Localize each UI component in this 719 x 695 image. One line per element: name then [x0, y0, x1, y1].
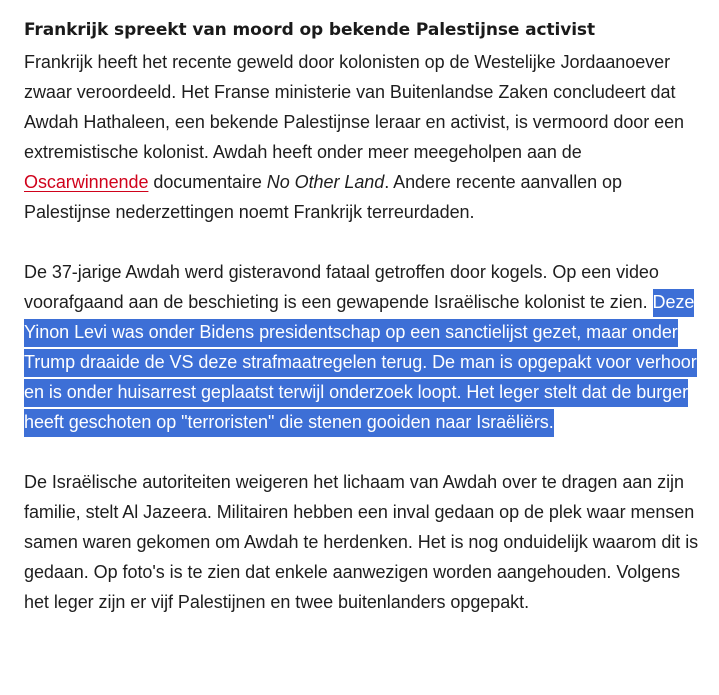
documentary-title: No Other Land: [266, 172, 385, 192]
article-headline: Frankrijk spreekt van moord op bekende Palestijnse activist: [24, 20, 595, 40]
paragraph-2: [24, 257, 704, 437]
article-body: [24, 16, 704, 617]
paragraph-2-text: De 37-jarige Awdah werd gisteravond fataal getroffen door kogels. Op een video voorafgaand aan de beschieting is een gewapende Israëlische kolonist te zien.: [24, 262, 659, 312]
paragraph-3: De Israëlische autoriteiten weigeren het lichaam van Awdah over te dragen aan zijn familie, stelt Al Jazeera. Militairen hebben een inval gedaan op de plek waar mensen samen waren gekomen om Awdah te herdenken. Het is nog onduidelijk waarom dit is gedaan. Op foto's is te zien dat enkele aanwezigen worden aangehouden. Volgens het leger zijn er vijf Palestijnen en twee buitenlanders opgepakt.: [24, 472, 699, 612]
paragraph-1-text-start: Frankrijk heeft het recente geweld door kolonisten op de Westelijke Jordaanoever zwaar veroordeeld. Het Franse ministerie van Buitenlandse Zaken concludeert dat Awdah Hathaleen, een bekende Palestijnse leraar en activist, is vermoord door een extremistische kolonist. Awdah heeft onder meer meegeholpen aan de: [24, 52, 685, 162]
selected-text[interactable]: Deze Yinon Levi was onder Bidens presidentschap op een sanctielijst gezet, maar onder Trump draaide de VS deze strafmaatregelen terug. De man is opgepakt voor verhoor en is onder huisarrest geplaatst terwijl onderzoek loopt. Het leger stelt dat de burger heeft geschoten op "terroristen" die stenen gooiden naar Israëliërs.: [24, 289, 697, 437]
paragraph-1-text-end: . Andere recente aanvallen op Palestijnse nederzettingen noemt Frankrijk terreurdaden.: [24, 172, 622, 222]
paragraph-1-text-middle: documentaire: [148, 172, 267, 192]
paragraph-1: [24, 47, 704, 227]
oscarwinnende-link[interactable]: Oscarwinnende: [24, 172, 149, 192]
